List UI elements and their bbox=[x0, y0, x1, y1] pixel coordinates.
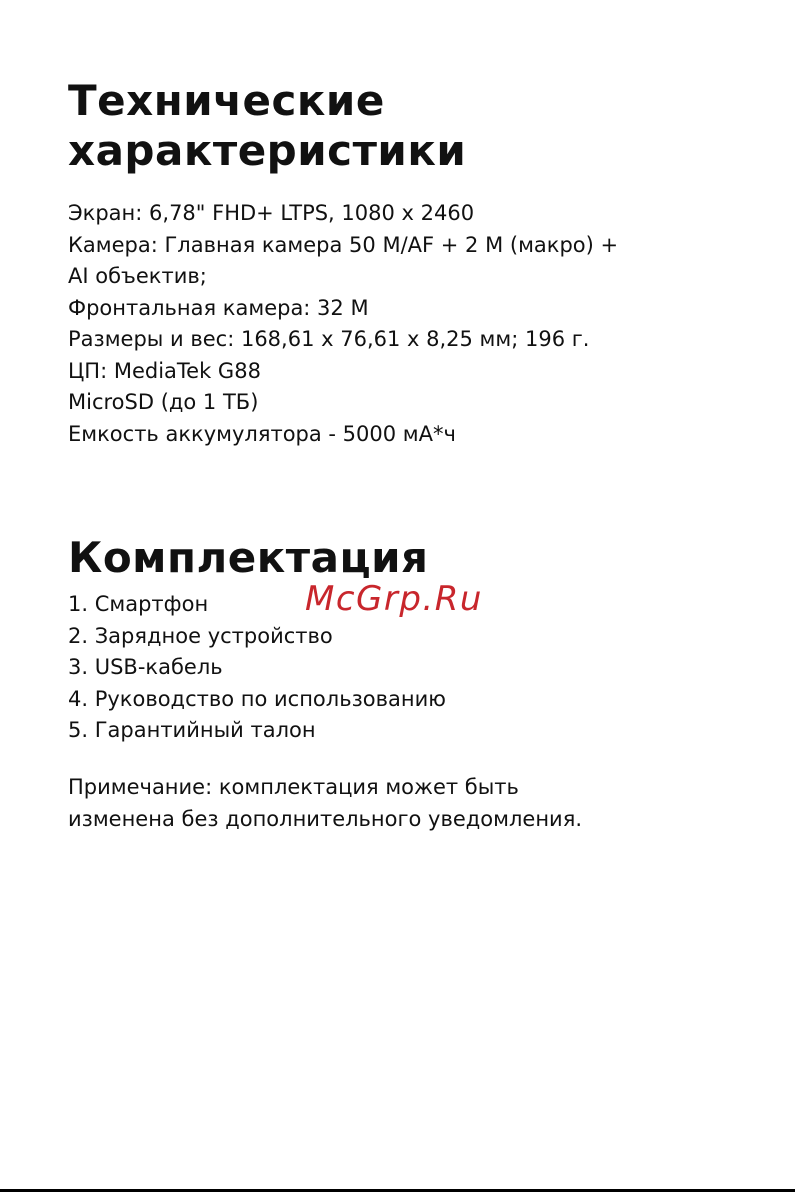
note-paragraph bbox=[68, 772, 582, 835]
kit-item: 1. Смартфон bbox=[68, 592, 209, 616]
spec-line: Экран: 6,78" FHD+ LTPS, 1080 x 2460 bbox=[68, 201, 475, 225]
spec-line: Емкость аккумулятора - 5000 мА*ч bbox=[68, 421, 456, 446]
watermark: McGrp.Ru bbox=[305, 579, 483, 619]
specs-heading-line2: характеристики bbox=[68, 126, 467, 175]
spec-line: Камера: Главная камера 50 М/AF + 2 М (макро) + bbox=[68, 232, 619, 257]
specs-heading-line1: Технические bbox=[68, 76, 385, 125]
note-line: изменена без дополнительного уведомления. bbox=[68, 806, 583, 831]
spec-line: Размеры и вес: 168,61 х 76,61 х 8,25 мм; 196 г. bbox=[68, 327, 590, 351]
note-line: Примечание: комплектация может быть bbox=[68, 775, 519, 799]
spec-line: MicroSD (до 1 ТБ) bbox=[68, 390, 259, 414]
kit-item: 5. Гарантийный талон bbox=[68, 718, 316, 742]
kit-heading: Комплектация bbox=[68, 533, 429, 582]
kit-item: 2. Зарядное устройство bbox=[68, 623, 333, 648]
kit-item: 4. Руководство по использованию bbox=[68, 686, 446, 711]
spec-line: AI объектив; bbox=[68, 264, 207, 288]
kit-item: 3. USB-кабель bbox=[68, 655, 223, 679]
specs-list bbox=[68, 198, 618, 450]
spec-line: Фронтальная камера: 32 М bbox=[68, 295, 369, 320]
specs-heading bbox=[68, 76, 466, 176]
spec-line: ЦП: MediaTek G88 bbox=[68, 358, 261, 383]
